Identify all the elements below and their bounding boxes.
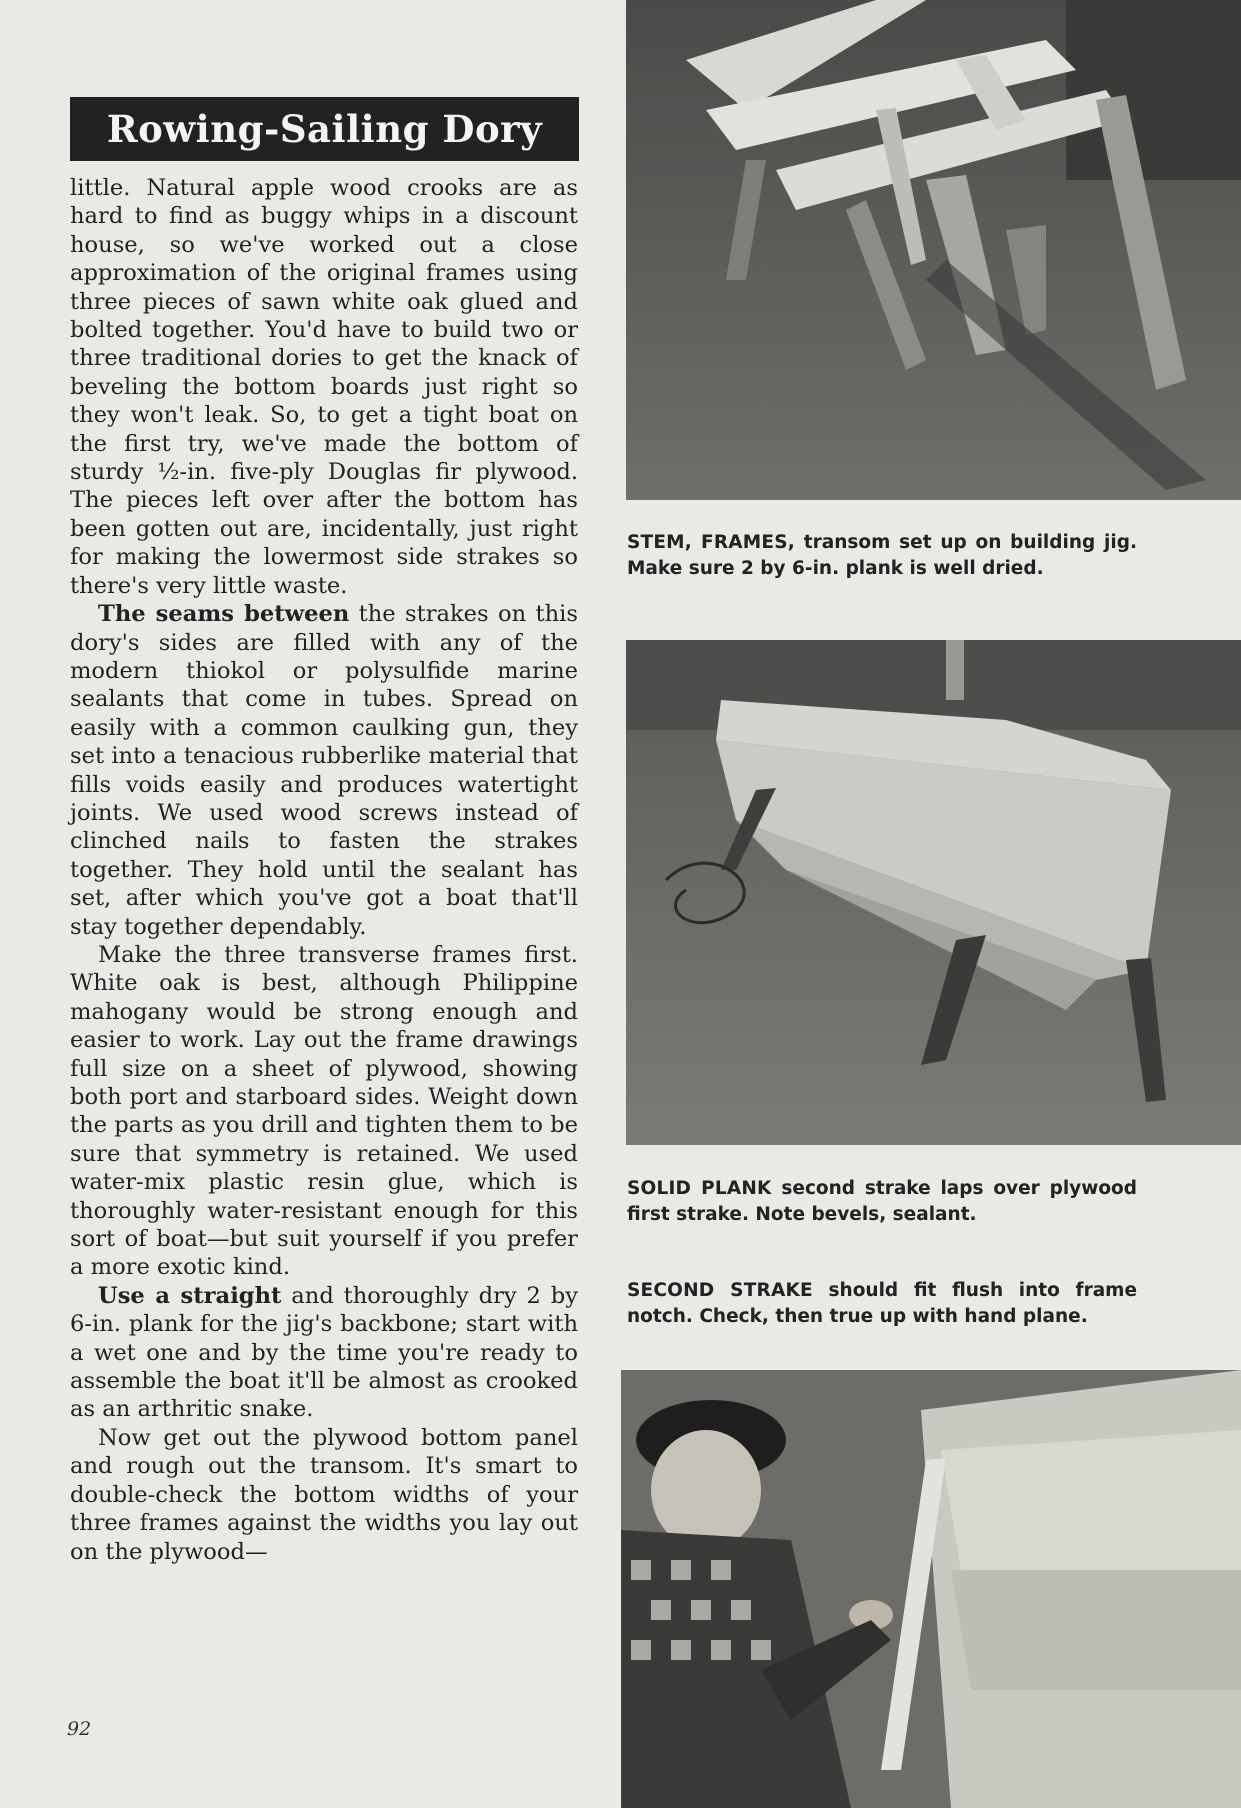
caption-text: should fit flush into frame notch. Check, then true up with hand plane.	[627, 1280, 1138, 1327]
photo-building-jig	[626, 0, 1241, 500]
photo-hull-strakes-image	[626, 640, 1241, 1145]
paragraph	[70, 941, 578, 1282]
caption-lead: SECOND STRAKE	[627, 1280, 813, 1301]
paragraph	[70, 1424, 578, 1566]
caption-text: transom set up on building jig. Make sure 2 by 6-in. plank is well dried.	[627, 532, 1137, 579]
caption-second-strake	[627, 1278, 1137, 1330]
caption-lead: STEM, FRAMES,	[627, 532, 795, 553]
paragraph	[70, 600, 578, 941]
photo-fitting-strake-image	[621, 1370, 1241, 1808]
article-headline: Rowing-Sailing Dory	[70, 97, 579, 161]
paragraph-text: and thoroughly dry 2 by 6-in. plank for the jig's backbone; start with a wet one and by the time you're ready to assemble the boat it'll be almost as crooked as an arthritic snake.	[70, 1282, 578, 1423]
photo-hull-strakes	[626, 640, 1241, 1145]
caption-text: second strake laps over plywood first strake. Note bevels, sealant.	[627, 1178, 1137, 1225]
paragraph	[70, 174, 578, 600]
paragraph-text: little. Natural apple wood crooks are as hard to find as buggy whips in a discount house, so we've worked out a close approximation of the original frames using three pieces of sawn white oak glued and bolted together. You'd have to build two or three traditional dories to get the knack of beveling the bottom boards just right so they won't leak. So, to get a tight boat on the first try, we've made the bottom of sturdy ½-in. five-ply Douglas fir plywood. The pieces left over after the bottom has been gotten out are, incidentally, just right for making the lowermost side strakes so there's very little waste.	[70, 175, 578, 599]
body-column	[70, 174, 578, 1566]
paragraph	[70, 1282, 578, 1424]
photo-building-jig-image	[626, 0, 1241, 500]
paragraph-text: the strakes on this dory's sides are filled with any of the modern thiokol or polysulfide marine sealants that come in tubes. Spread on easily with a common caulking gun, they set into a tenacious rubberlike material that fills voids easily and produces watertight joints. We used wood screws instead of clinched nails to fasten the strakes together. They hold until the sealant has set, after which you've got a boat that'll stay together dependably.	[70, 601, 578, 940]
paragraph-text: Now get out the plywood bottom panel and rough out the transom. It's smart to double-check the bottom widths of your three frames against the widths you lay out on the plywood—	[70, 1424, 578, 1565]
paragraph-text: Make the three transverse frames first. White oak is best, although Philippine mahogany would be strong enough and easier to work. Lay out the frame drawings full size on a sheet of plywood, showing both port and starboard sides. Weight down the parts as you drill and tighten them to be sure that symmetry is retained. We used water-mix plastic resin glue, which is thoroughly water-resistant enough for this sort of boat—but suit yourself if you prefer a more exotic kind.	[70, 941, 578, 1281]
page-number: 92	[67, 1718, 92, 1740]
caption-lead: SOLID PLANK	[627, 1178, 772, 1199]
caption-solid-plank	[627, 1176, 1137, 1228]
paragraph-lead: The seams between	[98, 601, 350, 628]
caption-building-jig	[627, 530, 1137, 582]
photo-fitting-strake	[621, 1370, 1241, 1808]
paragraph-lead: Use a straight	[98, 1282, 282, 1309]
